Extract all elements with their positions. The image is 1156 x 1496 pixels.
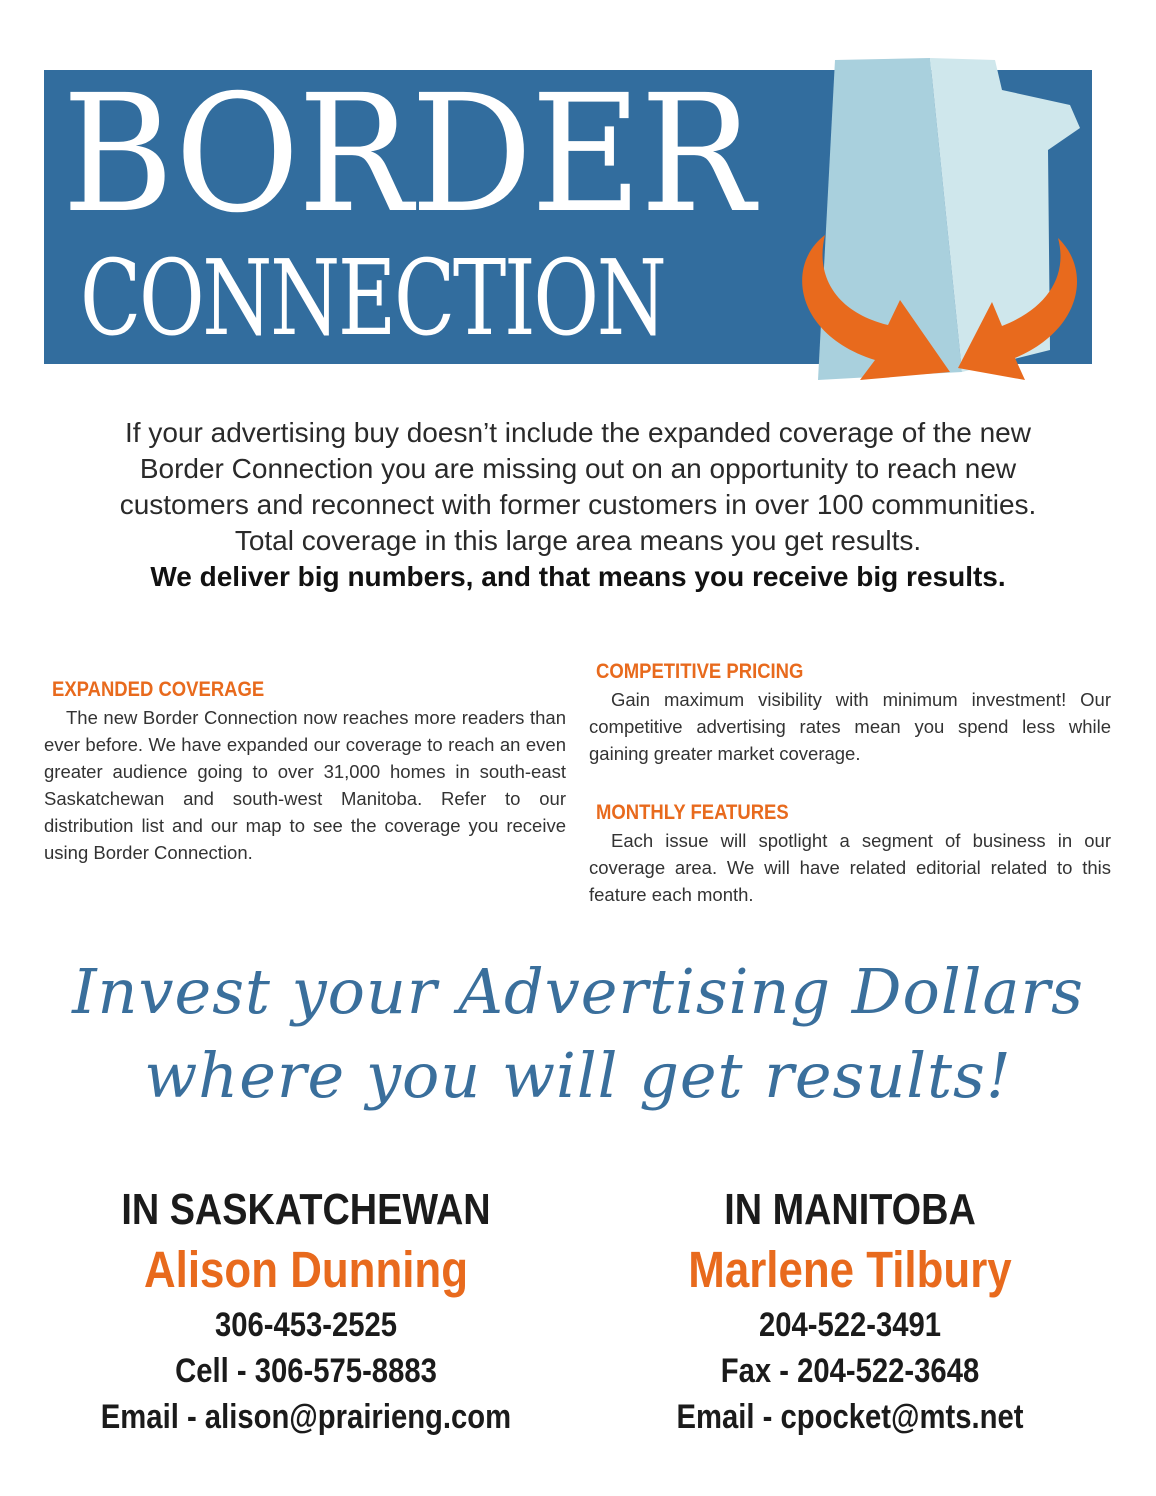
provinces-map-graphic — [780, 50, 1120, 400]
contact-email: Email - cpocket@mts.net — [676, 1398, 1024, 1436]
intro-line: If your advertising buy doesn’t include the expanded coverage of the new — [125, 417, 1031, 448]
contact-phone: 306-453-2525 — [214, 1306, 398, 1344]
intro-line: Total coverage in this large area means you get results. — [234, 525, 922, 556]
contact-email: Email - alison@prairieng.com — [100, 1398, 512, 1436]
title-border: BORDER — [62, 61, 753, 249]
region-heading: IN SASKATCHEWAN — [121, 1185, 491, 1234]
intro-paragraph — [40, 415, 1116, 595]
contact-cell: Cell - 306-575-8883 — [175, 1352, 437, 1390]
contact-name: Marlene Tilbury — [688, 1241, 1012, 1298]
contact-manitoba — [590, 1182, 1110, 1440]
intro-line: customers and reconnect with former customers in over 100 communities. — [119, 489, 1037, 520]
monthly-features-body: Each issue will spotlight a segment of business in our coverage area. We will have related editorial related to this feature each month. — [589, 830, 1111, 905]
slogan-line-2: where you will get results! — [144, 1039, 1012, 1112]
intro-line: Border Connection you are missing out on an opportunity to reach new — [139, 453, 1017, 484]
monthly-features-heading: MONTHLY FEATURES — [596, 801, 789, 824]
intro-emphasis: We deliver big numbers, and that means you receive big results. — [150, 561, 1006, 592]
competitive-pricing-heading: COMPETITIVE PRICING — [596, 660, 804, 683]
expanded-coverage-body: The new Border Connection now reaches more readers than ever before. We have expanded our coverage to reach an even greater audience going to over 31,000 homes in south-east Saskatchewan and south-west Manitoba. Refer to our distribution list and our map to see the coverage you receive using Border Connection. — [44, 707, 566, 863]
slogan-line-1: Invest your Advertising Dollars — [72, 955, 1084, 1028]
slogan — [20, 950, 1136, 1118]
contact-fax: Fax - 204-522-3648 — [720, 1352, 980, 1390]
contact-phone: 204-522-3491 — [758, 1306, 942, 1344]
region-heading: IN MANITOBA — [724, 1185, 976, 1234]
contact-saskatchewan — [46, 1182, 566, 1440]
competitive-pricing-body: Gain maximum visibility with minimum investment! Our competitive advertising rates mean you spend less while gaining greater market coverage. — [589, 689, 1111, 764]
expanded-coverage-heading: EXPANDED COVERAGE — [52, 678, 265, 701]
title-connection: CONNECTION — [80, 237, 665, 359]
contact-name: Alison Dunning — [143, 1241, 469, 1298]
